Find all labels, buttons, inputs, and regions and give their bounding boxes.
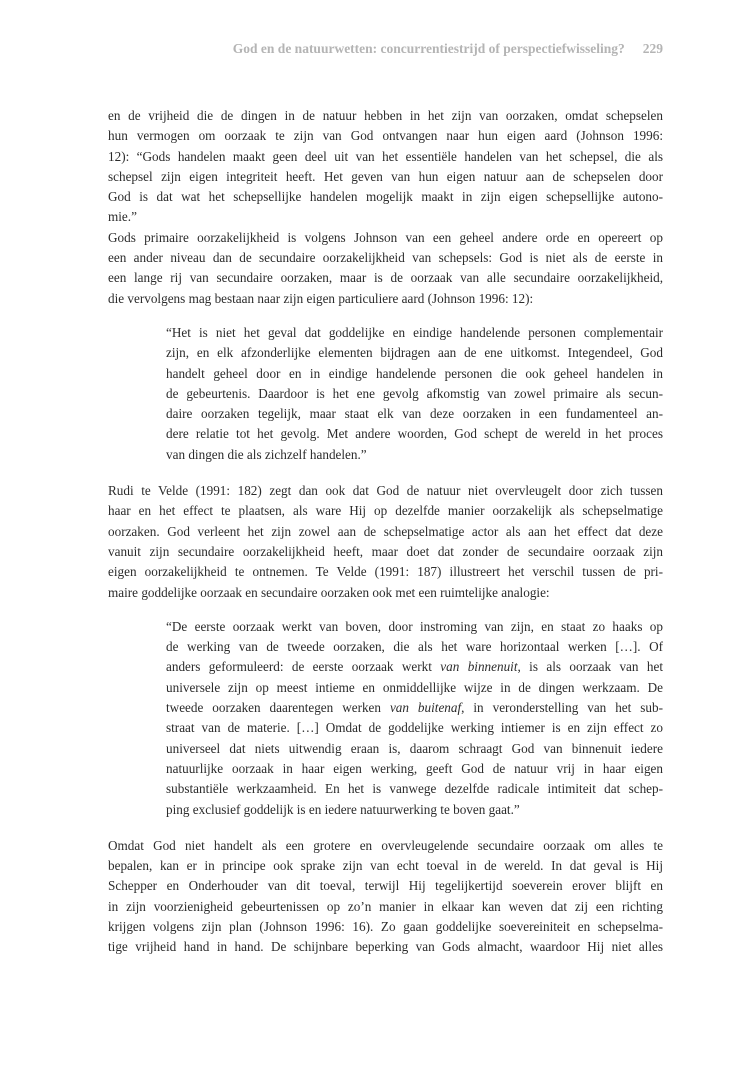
quote-line: handelt geheel door en in eindige handelende personen die ook geheel handelen in [166,365,663,381]
text-line: 12): “Gods handelen maakt geen deel uit van het essentiële handelen van het schepsel, die als [108,148,663,164]
body-text [108,106,663,958]
text-line: maire goddelijke oorzaak en secundaire oorzaken ook met een ruimtelijke analogie: [108,584,550,600]
quote-line: de gebeurtenis. Daardoor is het ene gevolg afkomstig van zowel primaire als secun- [166,385,663,401]
italic-emphasis: van buitenaf [389,700,462,716]
paragraph-4 [108,836,663,958]
text-line: die vervolgens mag bestaan naar zijn eigen particuliere aard (Johnson 1996: 12): [108,290,534,306]
paragraph-2 [108,228,663,309]
paragraph-1 [108,106,663,228]
text-line: krijgen volgens zijn plan (Johnson 1996: 16). Zo gaan goddelijke soevereiniteit en schepselma- [108,918,663,934]
text-line: tige vrijheid hand in hand. De schijnbare beperking van Gods almacht, waardoor Hij niet alles [108,939,663,955]
italic-emphasis: van binnenuit [440,659,518,675]
text-line: God is dat wat het schepsellijke handelen mogelijk maakt in zijn eigen schepsellijke autono- [108,189,663,205]
quote-text: anders geformuleerd: de eerste oorzaak werkt [166,659,441,675]
quote-line: dere relatie tot het gevolg. Met andere woorden, God schept de wereld in het proces [166,426,663,442]
quote-line: “Het is niet het geval dat goddelijke en eindige handelende personen complementair [166,324,663,340]
quote-text: , in veronderstelling van het sub- [461,700,663,716]
quote-line: zijn, en elk afzonderlijke elementen bijdragen aan de ene uitkomst. Integendeel, God [166,345,663,361]
text-line: bepalen, kan er in principe ook sprake zijn van echt toeval in de wereld. In dat geval is Hij [108,858,663,874]
running-head-title: God en de natuurwetten: concurrentiestrijd of perspectiefwisseling? [232,41,625,56]
quote-line [166,657,663,677]
quote-line: straat van de materie. […] Omdat de goddelijke werking intiemer is en zijn effect zo [166,720,663,736]
page-number: 229 [642,41,663,56]
text-line: in zijn voorzienigheid gebeurtenissen op zo’n manier in elkaar kan weven dat zij een richting [108,898,663,914]
quote-line: ping exclusief goddelijk is en iedere natuurwerking te boven gaat.” [166,801,520,817]
text-line: oorzaken. God verleent het zijn zowel aan de schepselmatige actor als aan het effect dat deze [108,523,663,539]
block-quote-te-velde [166,617,663,820]
running-head [108,41,663,57]
quote-line: “De eerste oorzaak werkt van boven, door instroming van zijn, en staat zo haaks op [166,618,663,634]
text-line: een lange rij van secundaire oorzaken, maar is de oorzaak van alle secundaire oorzakelijkheid, [108,270,663,286]
quote-line [166,698,663,718]
quote-line: van dingen die als zichzelf handelen.” [166,446,367,462]
text-line: vanuit zijn secundaire oorzakelijkheid heeft, maar doet dat zonder de secundaire oorzaak zijn [108,543,663,559]
paragraph-3 [108,481,663,603]
block-quote-johnson [166,323,663,465]
text-line: Gods primaire oorzakelijkheid is volgens Johnson van een geheel andere orde en opereert op [108,229,663,245]
quote-line: substantiële werkzaamheid. En het is vanwege dezelfde radicale intimiteit dat schep- [166,781,663,797]
quote-text: , is als oorzaak van het [517,659,663,675]
text-line: haar en het effect te plaatsen, als ware Hij op dezelfde manier oorzakelijk als schepselmatige [108,503,663,519]
text-line: Rudi te Velde (1991: 182) zegt dan ook dat God de natuur niet overvleugelt door zich tussen [108,483,663,499]
quote-line: universele zijn op meest intieme en onmiddellijke wijze in de dingen werkzaam. De [166,679,663,695]
text-line: eigen oorzakelijkheid te ontnemen. Te Velde (1991: 187) illustreert het verschil tussen de pri- [108,564,663,580]
quote-line: de werking van de tweede oorzaken, die als het ware horizontaal werken […]. Of [166,639,663,655]
quote-line: natuurlijke oorzaak in haar eigen werking, geeft God de natuur vrij in haar eigen [166,760,663,776]
quote-line: daire oorzaken tegelijk, maar staat elk van deze oorzaken in een fundamenteel an- [166,406,663,422]
quote-line: universeel dat niets uitwendig eraan is, daarom schraagt God van binnenuit iedere [166,740,663,756]
text-line: Omdat God niet handelt als een grotere en overvleugelende secundaire oorzaak om alles te [108,837,663,853]
text-line: hun vermogen om oorzaak te zijn van God ontvangen naar hun eigen aard (Johnson 1996: [108,128,663,144]
text-line: en de vrijheid die de dingen in de natuur hebben in het zijn van oorzaken, omdat schepselen [108,108,663,123]
text-line: mie.” [108,209,137,225]
quote-text: tweede oorzaken daarentegen werken [166,700,390,716]
text-line: een ander niveau dan de secundaire oorzakelijkheid van schepsels: God is niet als de eerste in [108,250,663,266]
text-line: schepsel zijn eigen integriteit heeft. Het geven van hun eigen natuur aan de schepselen door [108,168,663,184]
text-line: Schepper en Onderhouder van dit toeval, terwijl Hij tegelijkertijd soeverein erover blijft en [108,878,663,894]
